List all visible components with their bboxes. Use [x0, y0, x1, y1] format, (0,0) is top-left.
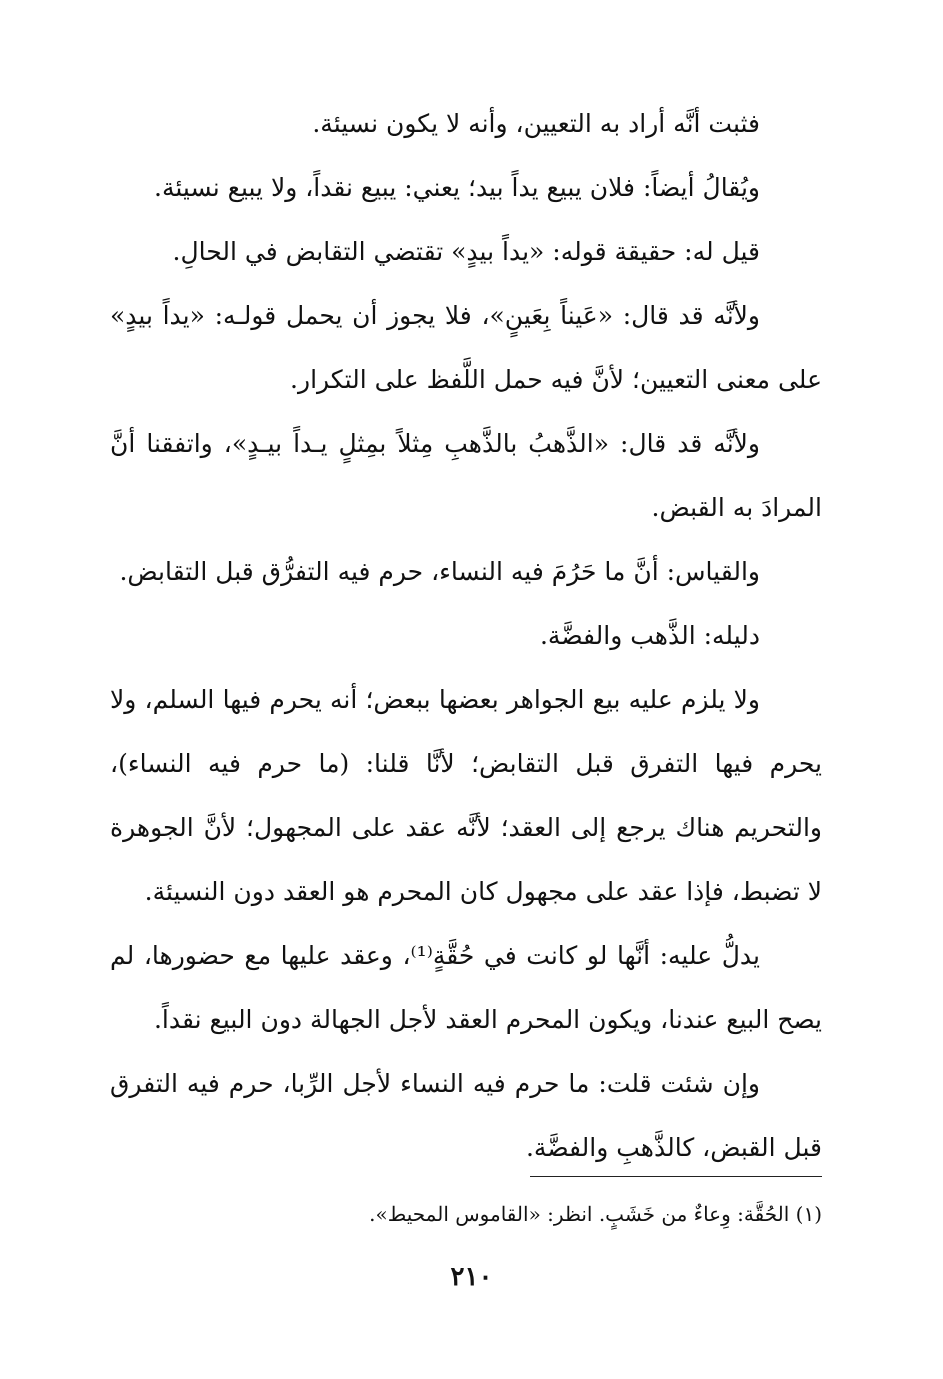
paragraph-8: ولا يلزم عليه بيع الجواهر بعضها ببعض؛ أنه يحرم فيها السلم، ولا يحرم فيها التفرق قبل التقابض؛ لأنَّا قلنا: (ما حرم فيه النساء)، والتحريم هناك يرجع إلى العقد؛ لأنَّه عقد على المجهول؛ لأنَّ الجوهرة لا تضبط، فإذا عقد على مجهول كان المحرم هو العقد دون النسيئة.: [110, 685, 822, 906]
page-number: ٢١٠: [450, 1262, 493, 1292]
paragraph-2: ويُقالُ أيضاً: فلان يبيع يداً بيد؛ يعني: يبيع نقداً، ولا يبيع نسيئة.: [154, 173, 760, 202]
paragraph-10: وإن شئت قلت: ما حرم فيه النساء لأجل الرِّبا، حرم فيه التفرق قبل القبض، كالذَّهبِ والفضَّة.: [110, 1069, 822, 1162]
paragraph-7: دليله: الذَّهب والفضَّة.: [539, 621, 760, 650]
paragraph-1: فثبت أنَّه أراد به التعيين، وأنه لا يكون نسيئة.: [312, 109, 760, 138]
paragraph-3: قيل له: حقيقة قوله: «يداً بيدٍ» تقتضي التقابض في الحالِ.: [172, 237, 760, 266]
paragraph-6: والقياس: أنَّ ما حَرُمَ فيه النساء، حرم فيه التفرُّق قبل التقابض.: [119, 557, 760, 586]
paragraph-4: ولأنَّه قد قال: «عَيناً بِعَينٍ»، فلا يجوز أن يحمل قولـه: «يداً بيدٍ» على معنى التعيين؛ لأنَّ فيه حمل اللَّفظ على التكرار.: [110, 301, 822, 394]
footnote: (١) الحُقَّة: وِعاءٌ من خَشَبٍ. انظر: «القاموس المحيط».: [369, 1202, 822, 1226]
paragraph-5: ولأنَّه قد قال: «الذَّهبُ بالذَّهبِ مِثلاً بمِثلٍ يـداً بيـدٍ»، واتفقنا أنَّ المرادَ به القبض.: [110, 429, 822, 522]
main-text: [110, 92, 822, 1180]
footnote-divider: [530, 1176, 822, 1177]
paragraph-9: يدلُّ عليه: أنَّها لو كانت في حُقَّةٍ⁽¹⁾، وعقد عليها مع حضورها، لم يصح البيع عندنا، ويكون المحرم العقد لأجل الجهالة دون البيع نقداً.: [110, 941, 822, 1034]
